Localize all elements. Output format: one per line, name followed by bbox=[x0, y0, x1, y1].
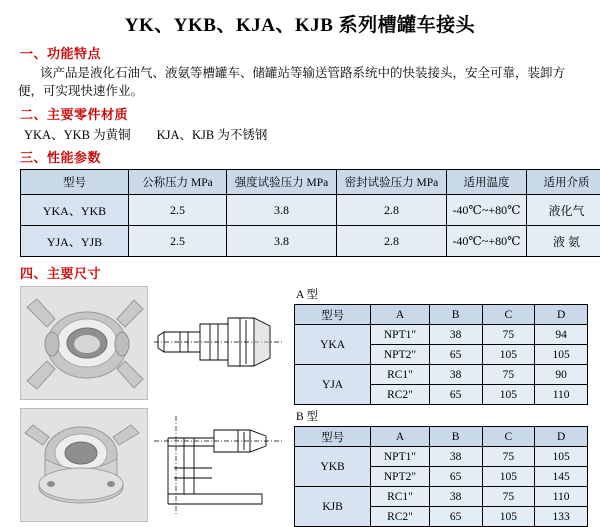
col-header-c: C bbox=[482, 427, 535, 447]
materials-line bbox=[24, 125, 588, 143]
cell-strength-pressure: 3.8 bbox=[227, 195, 337, 226]
cell-d: 133 bbox=[535, 507, 588, 527]
cell-seal-pressure: 2.8 bbox=[337, 226, 447, 257]
table-row bbox=[295, 447, 588, 467]
cell-temperature: -40℃~+80℃ bbox=[447, 195, 527, 226]
cell-model: YJA bbox=[295, 365, 371, 405]
cell-b: 65 bbox=[429, 467, 482, 487]
cell-d: 105 bbox=[535, 345, 588, 365]
table-header-row bbox=[21, 170, 600, 195]
col-header-d: D bbox=[535, 305, 588, 325]
cell-temperature: -40℃~+80℃ bbox=[447, 226, 527, 257]
cell-model: YKA、YKB bbox=[21, 195, 129, 226]
table-header-row bbox=[295, 427, 588, 447]
cell-a: NPT2" bbox=[371, 345, 430, 365]
features-paragraph bbox=[18, 64, 582, 100]
cell-a: RC2" bbox=[371, 507, 430, 527]
cell-c: 75 bbox=[482, 447, 535, 467]
cell-b: 38 bbox=[429, 487, 482, 507]
material-right: KJA、KJB 为不锈钢 bbox=[157, 128, 268, 142]
cell-nominal-pressure: 2.5 bbox=[129, 195, 227, 226]
dimensions-section bbox=[12, 263, 588, 524]
type-label-b: B 型 bbox=[296, 408, 588, 424]
cell-a: RC2" bbox=[371, 385, 430, 405]
cell-medium: 液化气 bbox=[527, 195, 600, 226]
cell-b: 65 bbox=[429, 345, 482, 365]
cell-c: 105 bbox=[482, 467, 535, 487]
cell-b: 38 bbox=[429, 447, 482, 467]
cell-c: 105 bbox=[482, 507, 535, 527]
cell-c: 105 bbox=[482, 385, 535, 405]
cell-b: 65 bbox=[429, 385, 482, 405]
coupling-drawing-b bbox=[154, 408, 282, 520]
cell-d: 110 bbox=[535, 385, 588, 405]
cell-model: YKB bbox=[295, 447, 371, 487]
cell-c: 75 bbox=[482, 365, 535, 385]
cell-model: YJA、YJB bbox=[21, 226, 129, 257]
table-row bbox=[21, 195, 600, 226]
col-header-nominal-pressure: 公称压力 MPa bbox=[129, 170, 227, 195]
section-heading-performance: 三、性能参数 bbox=[20, 147, 588, 166]
performance-table bbox=[20, 169, 600, 257]
features-text: 该产品是液化石油气、液氨等槽罐车、储罐站等输送管路系统中的快装接头，安全可靠，装卸方便，可实现快速作业。 bbox=[18, 66, 565, 98]
document-page bbox=[0, 10, 600, 526]
table-header-row bbox=[295, 305, 588, 325]
cell-b: 38 bbox=[429, 365, 482, 385]
coupling-photo-a bbox=[20, 286, 148, 400]
type-label-a: A 型 bbox=[296, 286, 588, 302]
col-header-a: A bbox=[371, 305, 430, 325]
cell-c: 105 bbox=[482, 345, 535, 365]
dimension-table-wrap-a bbox=[288, 286, 588, 405]
cell-d: 110 bbox=[535, 487, 588, 507]
cell-d: 145 bbox=[535, 467, 588, 487]
table-row bbox=[295, 365, 588, 385]
cell-medium: 液 氨 bbox=[527, 226, 600, 257]
col-header-model: 型号 bbox=[295, 305, 371, 325]
section-heading-materials: 二、主要零件材质 bbox=[20, 104, 588, 123]
col-header-a: A bbox=[371, 427, 430, 447]
page-title: YK、YKB、KJA、KJB 系列槽罐车接头 bbox=[12, 10, 588, 37]
col-header-medium: 适用介质 bbox=[527, 170, 600, 195]
section-heading-dimensions: 四、主要尺寸 bbox=[20, 263, 588, 282]
cell-a: RC1" bbox=[371, 365, 430, 385]
cell-d: 94 bbox=[535, 325, 588, 345]
table-row bbox=[21, 226, 600, 257]
dimension-table-a bbox=[294, 304, 588, 405]
cell-d: 90 bbox=[535, 365, 588, 385]
dimension-block-a bbox=[20, 286, 588, 402]
dimension-block-b bbox=[20, 408, 588, 524]
cell-a: NPT1" bbox=[371, 325, 430, 345]
material-left: YKA、YKB 为黄铜 bbox=[24, 128, 131, 142]
col-header-model: 型号 bbox=[295, 427, 371, 447]
col-header-temperature: 适用温度 bbox=[447, 170, 527, 195]
col-header-strength-pressure: 强度试验压力 MPa bbox=[227, 170, 337, 195]
cell-d: 105 bbox=[535, 447, 588, 467]
col-header-c: C bbox=[482, 305, 535, 325]
col-header-model: 型号 bbox=[21, 170, 129, 195]
dimension-table-b bbox=[294, 426, 588, 527]
cell-strength-pressure: 3.8 bbox=[227, 226, 337, 257]
cell-c: 75 bbox=[482, 325, 535, 345]
section-heading-features: 一、功能特点 bbox=[20, 43, 588, 62]
table-row bbox=[295, 487, 588, 507]
col-header-b: B bbox=[429, 427, 482, 447]
cell-b: 38 bbox=[429, 325, 482, 345]
coupling-photo-b bbox=[20, 408, 148, 522]
table-row bbox=[295, 325, 588, 345]
cell-model: KJB bbox=[295, 487, 371, 527]
col-header-d: D bbox=[535, 427, 588, 447]
cell-a: RC1" bbox=[371, 487, 430, 507]
col-header-seal-pressure: 密封试验压力 MPa bbox=[337, 170, 447, 195]
col-header-b: B bbox=[429, 305, 482, 325]
cell-a: NPT1" bbox=[371, 447, 430, 467]
dimension-table-wrap-b bbox=[288, 408, 588, 527]
cell-nominal-pressure: 2.5 bbox=[129, 226, 227, 257]
coupling-drawing-a bbox=[154, 286, 282, 398]
cell-c: 75 bbox=[482, 487, 535, 507]
cell-model: YKA bbox=[295, 325, 371, 365]
cell-b: 65 bbox=[429, 507, 482, 527]
cell-seal-pressure: 2.8 bbox=[337, 195, 447, 226]
cell-a: NPT2" bbox=[371, 467, 430, 487]
